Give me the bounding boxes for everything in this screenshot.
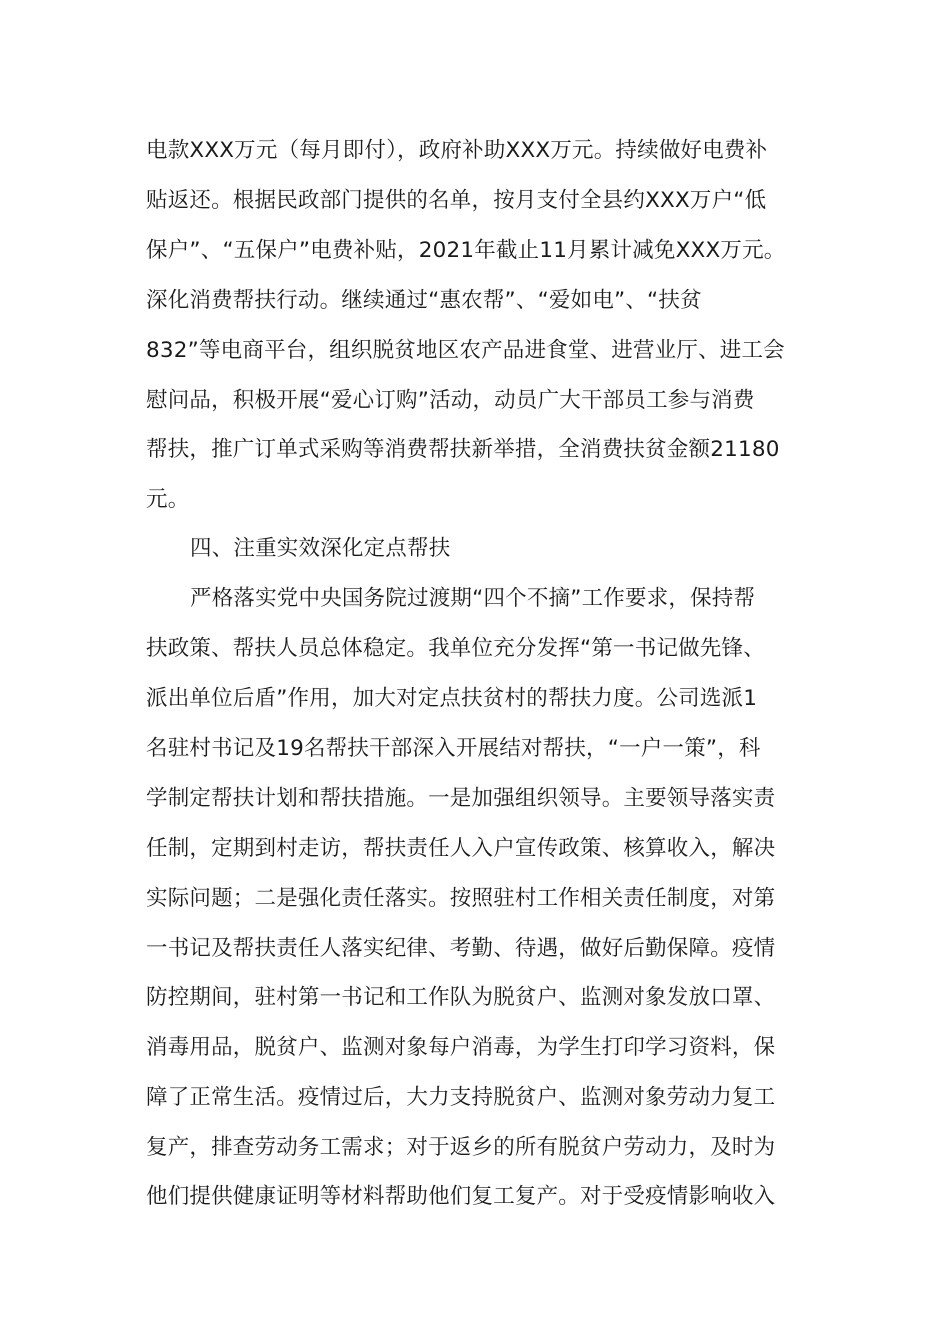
- text-line: 保户”、“五保户”电费补贴，2021年截止11月累计减免XXX万元。: [146, 238, 786, 263]
- text-line: 深化消费帮扶行动。继续通过“惠农帮”、“爱如电”、“扶贫: [146, 288, 702, 313]
- text-line: 帮扶，推广订单式采购等消费帮扶新举措，全消费扶贫金额21180: [146, 437, 780, 462]
- text-line: 元。: [146, 487, 190, 512]
- text-line: 名驻村书记及19名帮扶干部深入开展结对帮扶，“一户一策”，科: [146, 736, 761, 761]
- text-line: 电款XXX万元（每月即付），政府补助XXX万元。持续做好电费补: [146, 138, 768, 163]
- text-line: 复产，排查劳动务工需求；对于返乡的所有脱贫户劳动力，及时为: [146, 1135, 776, 1160]
- section-heading: 四、注重实效深化定点帮扶: [190, 536, 451, 561]
- text-line: 832”等电商平台，组织脱贫地区农产品进食堂、进营业厅、进工会: [146, 338, 785, 363]
- text-line: 消毒用品，脱贫户、监测对象每户消毒，为学生打印学习资料，保: [146, 1035, 776, 1060]
- text-line: 障了正常生活。疫情过后，大力支持脱贫户、监测对象劳动力复工: [146, 1085, 776, 1110]
- paragraph-first-line: 严格落实党中央国务院过渡期“四个不摘”工作要求，保持帮: [190, 586, 756, 611]
- text-line: 任制，定期到村走访，帮扶责任人入户宣传政策、核算收入，解决: [146, 836, 776, 861]
- text-line: 一书记及帮扶责任人落实纪律、考勤、待遇，做好后勤保障。疫情: [146, 936, 776, 961]
- text-line: 防控期间，驻村第一书记和工作队为脱贫户、监测对象发放口罩、: [146, 985, 776, 1010]
- text-line: 贴返还。根据民政部门提供的名单，按月支付全县约XXX万户“低: [146, 188, 767, 213]
- text-line: 学制定帮扶计划和帮扶措施。一是加强组织领导。主要领导落实责: [146, 786, 776, 811]
- text-line: 慰问品，积极开展“爱心订购”活动，动员广大干部员工参与消费: [146, 388, 755, 413]
- text-line: 他们提供健康证明等材料帮助他们复工复产。对于受疫情影响收入: [146, 1184, 776, 1209]
- text-line: 扶政策、帮扶人员总体稳定。我单位充分发挥“第一书记做先锋、: [146, 636, 765, 661]
- text-line: 实际问题；二是强化责任落实。按照驻村工作相关责任制度，对第: [146, 886, 776, 911]
- text-line: 派出单位后盾”作用，加大对定点扶贫村的帮扶力度。公司选派1: [146, 686, 758, 711]
